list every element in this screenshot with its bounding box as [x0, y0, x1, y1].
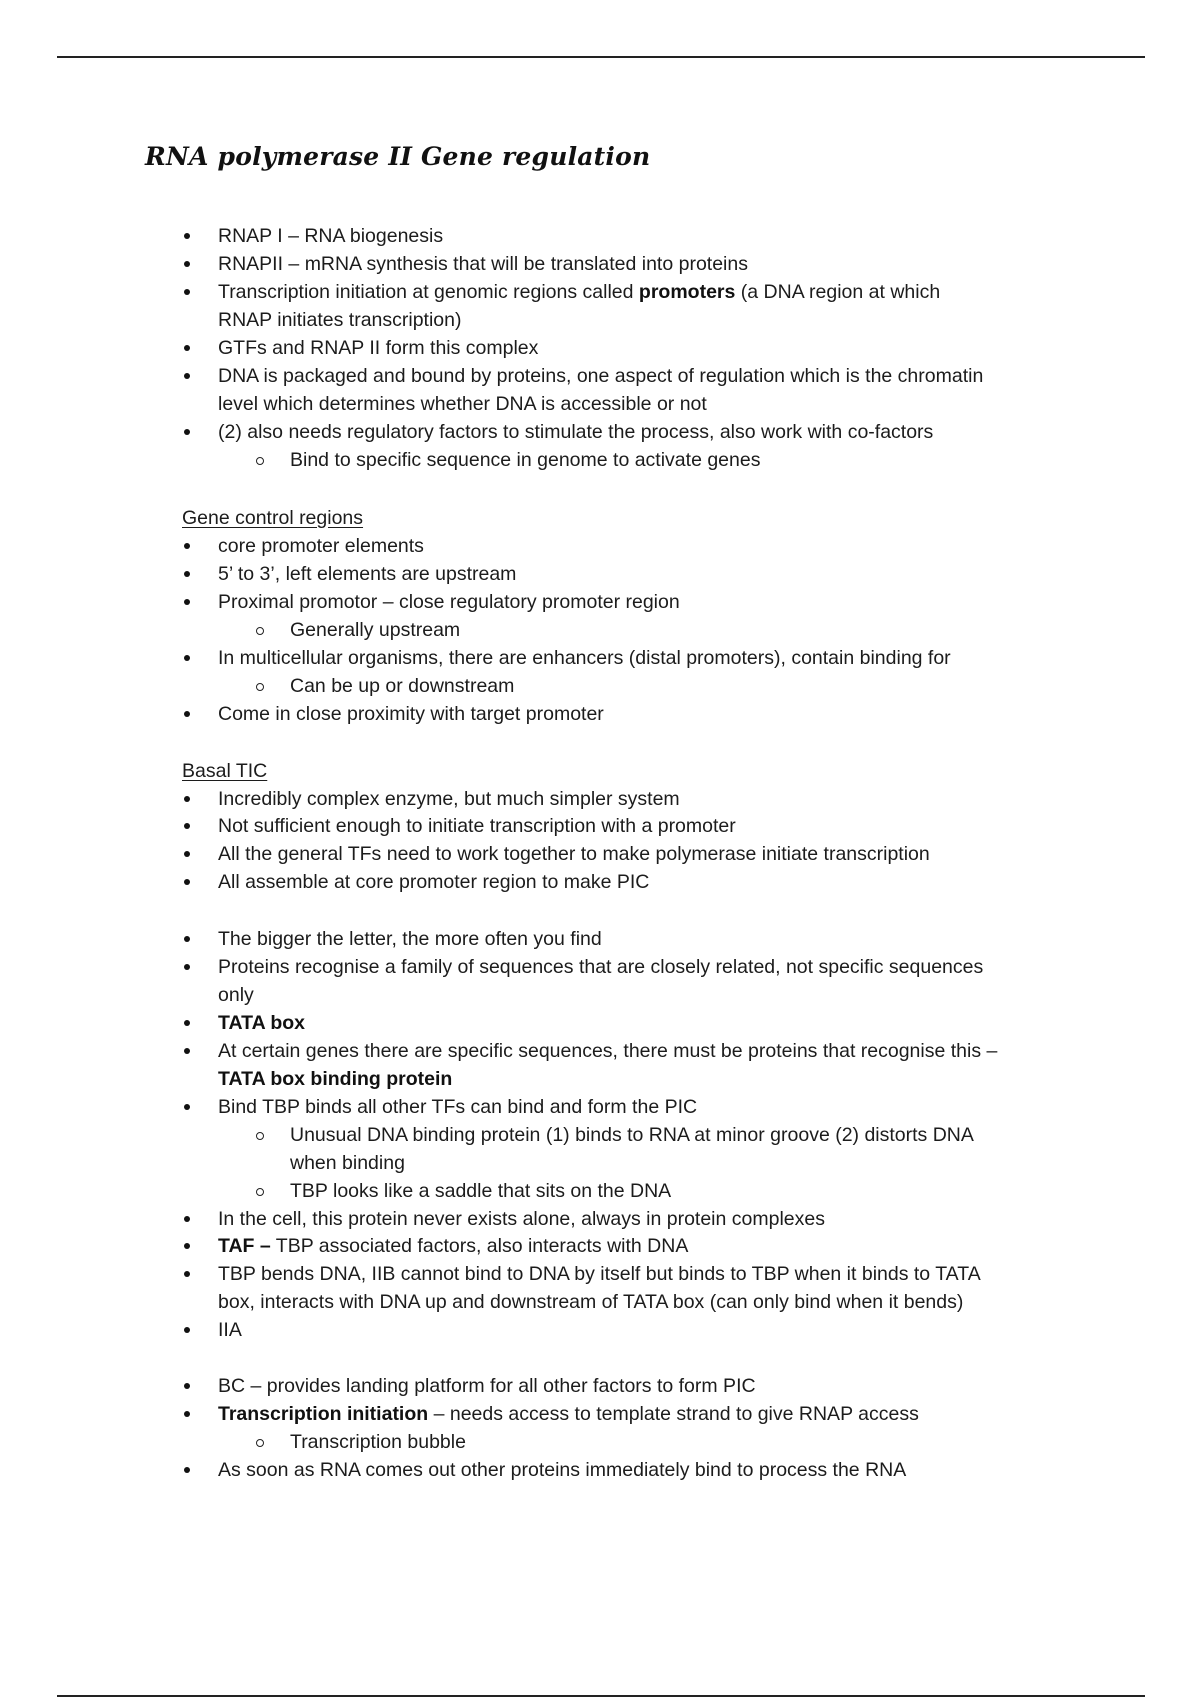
list-item: RNAPII – mRNA synthesis that will be translated into proteins [218, 253, 748, 275]
list-item: BC – provides landing platform for all other factors to form PIC [218, 1375, 756, 1397]
sub-list-item: Generally upstream [290, 619, 461, 641]
sub-list-item: Can be up or downstream [290, 675, 515, 697]
top-rule [57, 56, 1145, 58]
list-item: Not sufficient enough to initiate transcription with a promoter [218, 815, 736, 837]
list-item: TBP bends DNA, IIB cannot bind to DNA by itself but binds to TBP when it binds to TATA [218, 1263, 981, 1285]
term-transcription-initiation: Transcription initiation [218, 1403, 429, 1425]
list-item: Proximal promotor – close regulatory promoter region [218, 591, 680, 613]
term-taf: TAF – [218, 1235, 271, 1257]
bullet-icon [183, 362, 193, 390]
list-item-text: (a DNA region at which [735, 281, 941, 303]
list-item-text: TBP associated factors, also interacts with DNA [270, 1235, 689, 1257]
list-item: In multicellular organisms, there are enhancers (distal promoters), contain binding for [218, 647, 951, 669]
term-tata-box-binding-protein: TATA box binding protein [218, 1068, 453, 1090]
list-item-continuation: level which determines whether DNA is accessible or not [218, 393, 707, 415]
list-item-continuation: only [218, 984, 254, 1006]
bullet-icon [183, 334, 193, 362]
bullet-icon [183, 560, 193, 588]
bullet-icon [183, 1316, 193, 1344]
circle-bullet-icon [255, 1428, 267, 1456]
list-item: RNAP I – RNA biogenesis [218, 225, 444, 247]
bullet-icon [183, 588, 193, 616]
bullet-icon [183, 868, 193, 896]
circle-bullet-icon [255, 616, 267, 644]
bullet-icon [183, 1205, 193, 1233]
list-item: All assemble at core promoter region to make PIC [218, 871, 650, 893]
list-item: core promoter elements [218, 535, 424, 557]
list-item [218, 1009, 305, 1037]
circle-bullet-icon [255, 1177, 267, 1205]
sub-list-item: Transcription bubble [290, 1431, 466, 1453]
bullet-icon [183, 1009, 193, 1037]
list-item: At certain genes there are specific sequences, there must be proteins that recognise this – [218, 1040, 998, 1062]
list-item: In the cell, this protein never exists alone, always in protein complexes [218, 1208, 825, 1230]
sub-list-item: Bind to specific sequence in genome to activate genes [290, 449, 761, 471]
bullet-icon [183, 1372, 193, 1400]
list-item: Come in close proximity with target promoter [218, 703, 604, 725]
bullet-icon [183, 222, 193, 250]
bullet-icon [183, 644, 193, 672]
bullet-icon [183, 1037, 193, 1065]
bullet-icon [183, 953, 193, 981]
circle-bullet-icon [255, 446, 267, 474]
list-item: As soon as RNA comes out other proteins immediately bind to process the RNA [218, 1459, 907, 1481]
list-item: (2) also needs regulatory factors to stimulate the process, also work with co-factors [218, 421, 934, 443]
circle-bullet-icon [255, 1121, 267, 1149]
list-item: All the general TFs need to work together to make polymerase initiate transcription [218, 843, 930, 865]
list-item: IIA [218, 1319, 242, 1341]
list-item-continuation: box, interacts with DNA up and downstream of TATA box (can only bind when it bends) [218, 1291, 964, 1313]
list-item: GTFs and RNAP II form this complex [218, 337, 539, 359]
page-title: RNA polymerase II Gene regulation [145, 142, 651, 171]
list-item-text: Transcription initiation at genomic regions called [218, 281, 639, 303]
list-item-continuation: RNAP initiates transcription) [218, 309, 462, 331]
bullet-icon [183, 700, 193, 728]
sub-list-item: TBP looks like a saddle that sits on the DNA [290, 1180, 672, 1202]
list-item: Proteins recognise a family of sequences that are closely related, not specific sequences [218, 956, 984, 978]
bullet-icon [183, 1232, 193, 1260]
bullet-icon [183, 1260, 193, 1288]
list-item: 5’ to 3’, left elements are upstream [218, 563, 517, 585]
list-item-continuation [218, 1065, 452, 1093]
bullet-icon [183, 1093, 193, 1121]
bullet-icon [183, 250, 193, 278]
circle-bullet-icon [255, 672, 267, 700]
bottom-rule [57, 1695, 1145, 1697]
list-item-text: – needs access to template strand to give RNAP access [428, 1403, 919, 1425]
section-heading-basal-tic: Basal TIC [182, 760, 268, 782]
list-item [218, 278, 940, 306]
bullet-icon [183, 418, 193, 446]
bullet-icon [183, 925, 193, 953]
sub-list-item-continuation: when binding [290, 1152, 405, 1174]
bullet-icon [183, 1400, 193, 1428]
section-heading-gene-control: Gene control regions [182, 507, 364, 529]
sub-list-item: Unusual DNA binding protein (1) binds to RNA at minor groove (2) distorts DNA [290, 1124, 974, 1146]
bullet-icon [183, 785, 193, 813]
list-item [218, 1232, 688, 1260]
bullet-icon [183, 532, 193, 560]
list-item: Bind TBP binds all other TFs can bind and form the PIC [218, 1096, 698, 1118]
bullet-icon [183, 1456, 193, 1484]
list-item: The bigger the letter, the more often you find [218, 928, 602, 950]
list-item: DNA is packaged and bound by proteins, one aspect of regulation which is the chromatin [218, 365, 984, 387]
bullet-icon [183, 278, 193, 306]
bullet-icon [183, 840, 193, 868]
term-promoters: promoters [638, 281, 736, 303]
list-item [218, 1400, 919, 1428]
list-item: Incredibly complex enzyme, but much simpler system [218, 788, 680, 810]
term-tata-box: TATA box [218, 1012, 306, 1034]
bullet-icon [183, 812, 193, 840]
